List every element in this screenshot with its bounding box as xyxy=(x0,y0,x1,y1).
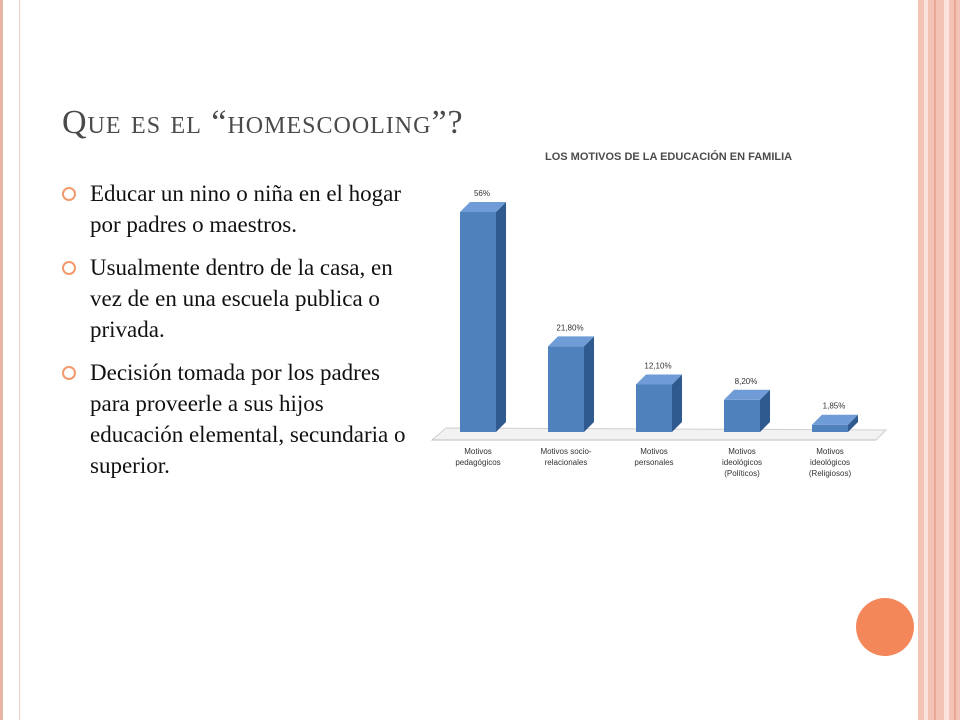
category-label: personales xyxy=(634,458,674,467)
category-label: (Políticos) xyxy=(724,469,760,478)
bullet-list xyxy=(62,178,422,493)
left-frame-border xyxy=(0,0,20,720)
category-label: Motivos xyxy=(816,447,844,456)
slide-title: Que es el “homescooling”? xyxy=(62,104,464,141)
bullet-item xyxy=(62,357,422,481)
bar-side xyxy=(496,202,506,432)
data-label: 12,10% xyxy=(644,361,672,371)
category-label: ideológicos xyxy=(721,458,763,467)
bar-side xyxy=(672,374,682,432)
category-label: ideológicos xyxy=(809,458,851,467)
category-label: pedagógicos xyxy=(455,458,501,467)
bullet-text: Usualmente dentro de la casa, en vez de en una escuela publica o privada. xyxy=(90,255,393,342)
bar-front xyxy=(548,346,584,432)
right-frame-stripes xyxy=(918,0,960,720)
bullet-ring-icon xyxy=(62,366,76,380)
bar-chart xyxy=(420,140,898,500)
bullet-text: Decisión tomada por los padres para proveerle a sus hijos educación elemental, secundaria o superior. xyxy=(90,360,406,478)
bar-front xyxy=(460,212,496,432)
data-label: 56% xyxy=(473,189,491,198)
bullet-ring-icon xyxy=(62,261,76,275)
category-label: relacionales xyxy=(544,458,588,467)
data-label: 1,85% xyxy=(822,401,846,411)
bar-side xyxy=(584,336,594,432)
category-label: (Religiosos) xyxy=(808,469,852,478)
category-label: Motivos socio- xyxy=(540,447,592,456)
decorative-orange-circle xyxy=(856,598,914,656)
bar-front xyxy=(724,400,760,432)
data-label: 21,80% xyxy=(556,323,584,333)
data-label: 8,20% xyxy=(734,376,758,386)
bar-front xyxy=(636,384,672,432)
chart-bars xyxy=(460,202,858,432)
chart-svg xyxy=(420,140,898,500)
bullet-item xyxy=(62,178,422,240)
bullet-ring-icon xyxy=(62,187,76,201)
category-label: Motivos xyxy=(640,447,668,456)
chart-title: LOS MOTIVOS DE LA EDUCACIÓN EN FAMILIA xyxy=(545,151,793,163)
category-label: Motivos xyxy=(728,447,756,456)
bullet-text: Educar un nino o niña en el hogar por padres o maestros. xyxy=(90,181,402,237)
category-label: Motivos xyxy=(464,447,492,456)
bar-front xyxy=(812,425,848,432)
bullet-item xyxy=(62,252,422,345)
